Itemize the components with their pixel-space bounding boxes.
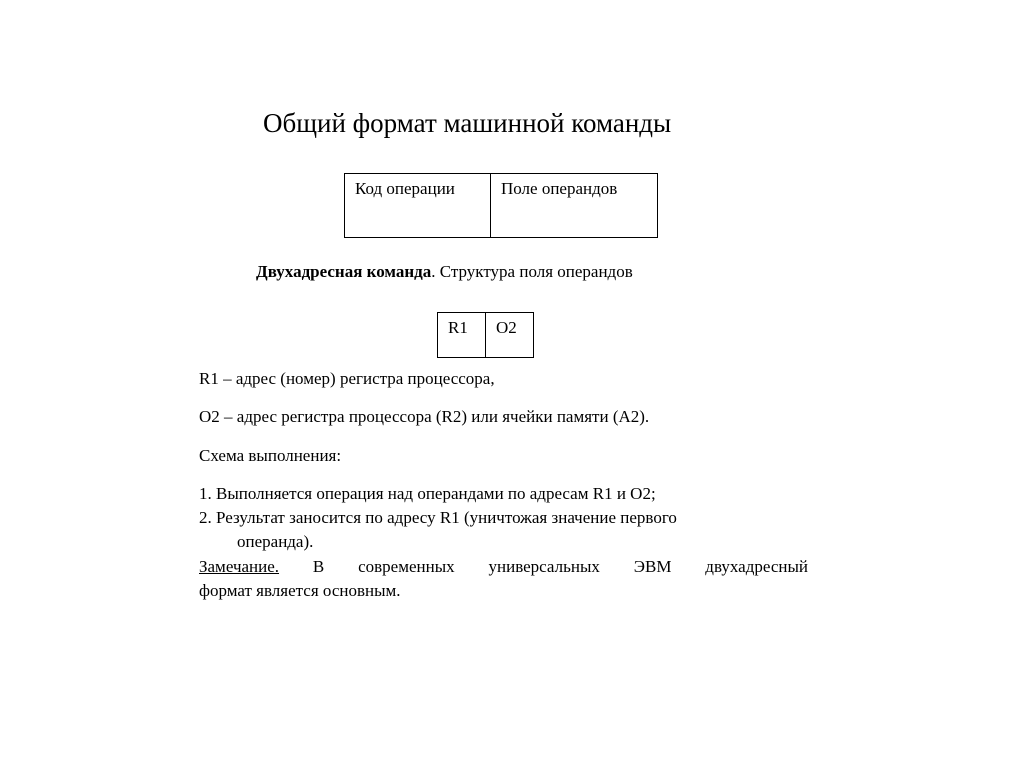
- step-2: 2. Результат заносится по адресу R1 (уничтожая значение первого: [199, 508, 677, 527]
- note-paragraph: [199, 555, 808, 603]
- o2-cell: O2: [486, 313, 534, 358]
- note-label: Замечание.: [199, 557, 280, 576]
- opcode-cell: Код операции: [345, 174, 491, 238]
- scheme-heading: Схема выполнения:: [199, 446, 342, 465]
- command-format-table: [344, 173, 658, 238]
- o2-description: O2 – адрес регистра процессора (R2) или ячейки памяти (A2).: [199, 407, 650, 426]
- note-text-1: В современных универсальных ЭВМ двухадресный: [279, 557, 808, 576]
- two-address-bold: Двухадресная команда: [256, 262, 432, 281]
- r1-cell: R1: [438, 313, 486, 358]
- two-address-heading: [256, 262, 633, 282]
- step-1: 1. Выполняется операция над операндами по адресам R1 и O2;: [199, 484, 656, 503]
- operand-field-cell: Поле операндов: [491, 174, 658, 238]
- page-title: Общий формат машинной команды: [263, 108, 672, 138]
- operand-structure-table: [437, 312, 534, 358]
- step-2-continuation: операнда).: [237, 532, 314, 551]
- two-address-rest: . Структура поля операндов: [431, 262, 633, 281]
- note-text-2: формат является основным.: [199, 581, 401, 600]
- r1-description: R1 – адрес (номер) регистра процессора,: [199, 369, 495, 388]
